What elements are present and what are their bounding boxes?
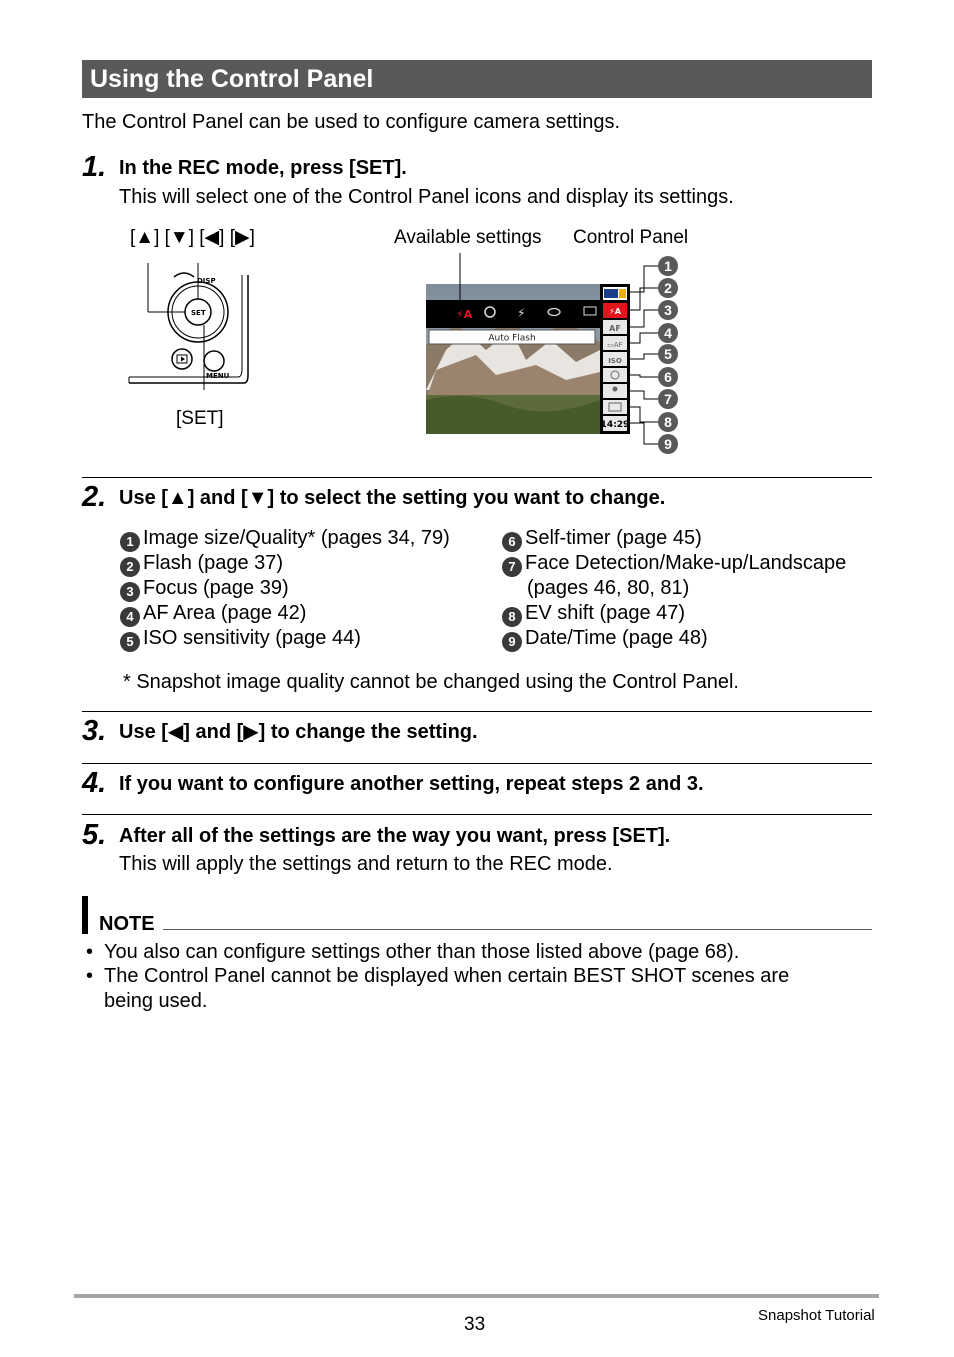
step-3-heading: Use [◀] and [▶] to change the setting.: [119, 721, 478, 743]
step-1-heading: In the REC mode, press [SET].: [119, 157, 407, 179]
divider: [82, 763, 872, 764]
divider: [82, 711, 872, 712]
set-button-label: SET: [191, 309, 206, 317]
menu-button-icon: [204, 351, 224, 371]
svg-text:⚡: ⚡: [517, 306, 526, 320]
callout-num: 4: [120, 607, 140, 627]
note-rule: [163, 929, 872, 930]
note-bullet-continuation: being used.: [104, 990, 208, 1012]
list-item: 1 Image size/Quality* (pages 34, 79): [120, 526, 450, 552]
note-marker: [82, 896, 88, 934]
callout-6: 6: [658, 367, 678, 387]
step-2-heading: Use [▲] and [▼] to select the setting you want to change.: [119, 487, 666, 509]
list-item: 8 EV shift (page 47): [502, 601, 685, 627]
footer-rule: [74, 1294, 879, 1298]
callout-9: 9: [658, 434, 678, 454]
divider: [82, 814, 872, 815]
bullet-marker: •: [86, 941, 94, 963]
callout-num: 2: [120, 557, 140, 577]
footnote: * Snapshot image quality cannot be changed using the Control Panel.: [123, 671, 739, 693]
step-5-number: 5.: [82, 819, 107, 851]
callout-5: 5: [658, 344, 678, 364]
svg-text:▭AF: ▭AF: [607, 341, 623, 349]
disp-label: DISP: [197, 277, 216, 285]
chapter-label: Snapshot Tutorial: [758, 1307, 875, 1324]
callout-1: 1: [658, 256, 678, 276]
list-item: 6 Self-timer (page 45): [502, 526, 702, 552]
bullet-marker: •: [86, 965, 94, 987]
section-title: Using the Control Panel: [90, 65, 374, 93]
page-number: 33: [464, 1314, 486, 1335]
svg-text:ISO: ISO: [608, 357, 622, 365]
svg-text:AF: AF: [609, 324, 621, 333]
callout-num: 5: [120, 632, 140, 652]
callout-2: 2: [658, 278, 678, 298]
screen-time: 14:29: [600, 420, 630, 430]
callout-8: 8: [658, 412, 678, 432]
svg-text:⚡A: ⚡A: [609, 307, 621, 316]
camera-back-illustration: [126, 255, 256, 390]
note-bullet: You also can configure settings other than those listed above (page 68).: [104, 941, 740, 963]
set-label: [SET]: [176, 408, 224, 429]
step-1-number: 1.: [82, 151, 107, 183]
step-5-heading: After all of the settings are the way you want, press [SET].: [119, 825, 671, 847]
intro-text: The Control Panel can be used to configure camera settings.: [82, 111, 621, 133]
list-item: 3 Focus (page 39): [120, 576, 289, 602]
list-item: 5 ISO sensitivity (page 44): [120, 626, 361, 652]
step-1-detail: This will select one of the Control Panel icons and display its settings.: [119, 186, 734, 208]
note-heading: NOTE: [99, 913, 155, 935]
callout-3: 3: [658, 300, 678, 320]
callout-num: 6: [502, 532, 522, 552]
list-item: 7 Face Detection/Make-up/Landscape: [502, 551, 846, 577]
step-2-number: 2.: [82, 481, 107, 513]
camera-screen-illustration: [426, 250, 682, 450]
step-4-number: 4.: [82, 767, 107, 799]
arrow-keys-label: [▲] [▼] [◀] [▶]: [130, 227, 255, 248]
list-item-continuation: (pages 46, 80, 81): [527, 577, 690, 599]
available-settings-label: Available settings: [394, 227, 542, 248]
callout-num: 8: [502, 607, 522, 627]
callout-num: 7: [502, 557, 522, 577]
menu-label: MENU: [206, 372, 230, 380]
list-item: 4 AF Area (page 42): [120, 601, 306, 627]
step-3-number: 3.: [82, 715, 107, 747]
note-bullet: The Control Panel cannot be displayed when certain BEST SHOT scenes are: [104, 965, 790, 987]
list-item: 9 Date/Time (page 48): [502, 626, 708, 652]
divider: [82, 477, 872, 478]
step-5-detail: This will apply the settings and return to the REC mode.: [119, 853, 613, 875]
svg-text:⚡A: ⚡A: [456, 308, 473, 321]
step-4-heading: If you want to configure another setting, repeat steps 2 and 3.: [119, 773, 704, 795]
screen-setting-text: Auto Flash: [488, 333, 536, 344]
callout-num: 3: [120, 582, 140, 602]
callout-num: 9: [502, 632, 522, 652]
list-item: 2 Flash (page 37): [120, 551, 283, 577]
callout-7: 7: [658, 389, 678, 409]
control-panel-label: Control Panel: [573, 227, 689, 248]
callout-4: 4: [658, 323, 678, 343]
callout-num: 1: [120, 532, 140, 552]
